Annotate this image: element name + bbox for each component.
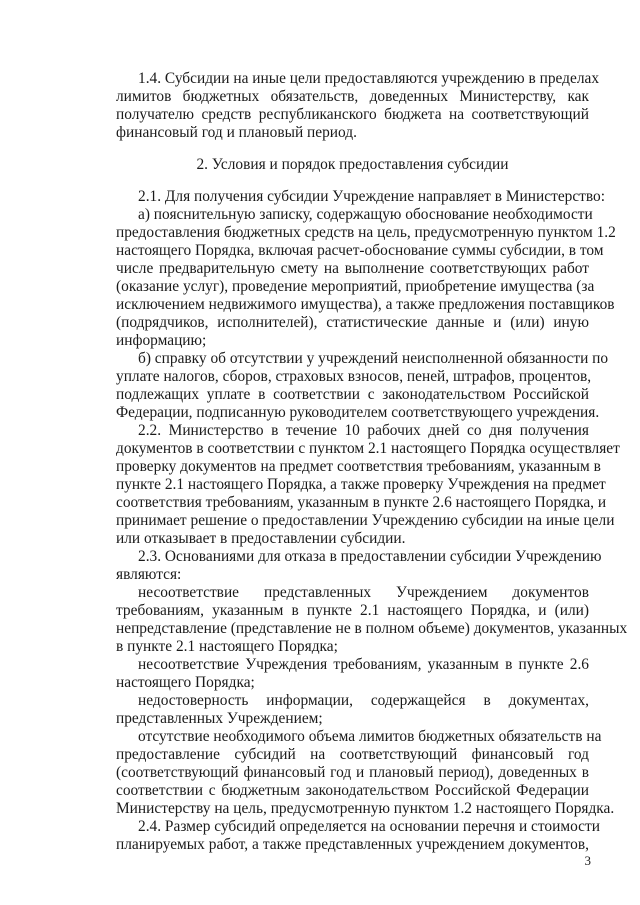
- text-line: несоответствие представленных Учреждением документов: [138, 584, 589, 601]
- text-line: предоставление субсидий на соответствующий финансовый год: [116, 746, 589, 763]
- section-heading: 2. Условия и порядок предоставления субсидии: [196, 156, 509, 173]
- text-line: получателю средств республиканского бюджета на соответствующий: [116, 106, 589, 123]
- text-line: б) справку об отсутствии у учреждений неисполненной обязанности по: [138, 350, 609, 367]
- text-line: а) пояснительную записку, содержащую обоснование необходимости: [138, 206, 593, 223]
- text-line: 2.4. Размер субсидий определяется на основании перечня и стоимости: [138, 818, 600, 835]
- text-line: информацию;: [116, 332, 207, 349]
- text-line: недостоверность информации, содержащейся в документах,: [138, 692, 589, 709]
- text-line: несоответствие Учреждения требованиям, указанным в пункте 2.6: [138, 656, 589, 673]
- text-line: числе предварительную смету на выполнение соответствующих работ: [116, 260, 589, 277]
- text-line: подлежащих уплате в соответствии с законодательством Российской: [116, 386, 589, 403]
- text-line: 2.1. Для получения субсидии Учреждение направляет в Министерство:: [138, 188, 606, 205]
- text-line: исключением недвижимого имущества), а также предложения поставщиков: [116, 296, 615, 313]
- text-line: проверку документов на предмет соответствия требованиям, указанным в: [116, 458, 601, 475]
- text-line: Министерству на цель, предусмотренную пунктом 1.2 настоящего Порядка.: [116, 800, 615, 817]
- text-line: 2.3. Основаниями для отказа в предоставлении субсидии Учреждению: [138, 548, 602, 565]
- text-line: (оказание услуг), проведение мероприятий, приобретение имущества (за: [116, 278, 595, 295]
- text-line: пункте 2.1 настоящего Порядка, а также проверку Учреждения на предмет: [116, 476, 606, 493]
- text-line: документов в соответствии с пунктом 2.1 настоящего Порядка осуществляет: [116, 440, 620, 457]
- text-line: соответствия требованиям, указанным в пункте 2.6 настоящего Порядка, и: [116, 494, 607, 511]
- text-line: Федерации, подписанную руководителем соответствующего учреждения.: [116, 404, 600, 421]
- text-line: финансовый год и плановый период.: [116, 124, 357, 141]
- text-line: соответствии с бюджетным законодательством Российской Федерации: [116, 782, 589, 799]
- text-line: 2.2. Министерство в течение 10 рабочих дней со дня получения: [138, 422, 589, 439]
- text-line: являются:: [116, 566, 182, 583]
- text-line: уплате налогов, сборов, страховых взносов, пеней, штрафов, процентов,: [116, 368, 592, 385]
- text-line: в пункте 2.1 настоящего Порядка;: [116, 638, 338, 655]
- text-line: 1.4. Субсидии на иные цели предоставляются учреждению в пределах: [138, 70, 600, 87]
- text-line: предоставления бюджетных средств на цель, предусмотренную пунктом 1.2: [116, 224, 616, 241]
- text-line: отсутствие необходимого объема лимитов бюджетных обязательств на: [138, 728, 602, 745]
- text-line: планируемых работ, а также представленных учреждением документов,: [116, 836, 589, 853]
- text-line: (подрядчиков, исполнителей), статистические данные и (или) иную: [116, 314, 589, 331]
- text-line: лимитов бюджетных обязательств, доведенных Министерству, как: [116, 88, 589, 105]
- text-line: настоящего Порядка, включая расчет-обоснование суммы субсидии, в том: [116, 242, 604, 259]
- text-line: принимает решение о предоставлении Учреждению субсидии на иные цели: [116, 512, 615, 529]
- text-line: требованиям, указанным в пункте 2.1 настоящего Порядка, и (или): [116, 602, 589, 619]
- text-line: или отказывает в предоставлении субсидии.: [116, 530, 406, 547]
- text-line: представленных Учреждением;: [116, 710, 323, 727]
- text-line: (соответствующий финансовый год и плановый период), доведенных в: [116, 764, 589, 781]
- text-line: непредставление (представление не в полном объеме) документов, указанных: [116, 620, 628, 637]
- text-line: настоящего Порядка;: [116, 674, 255, 691]
- page-number: 3: [584, 853, 591, 868]
